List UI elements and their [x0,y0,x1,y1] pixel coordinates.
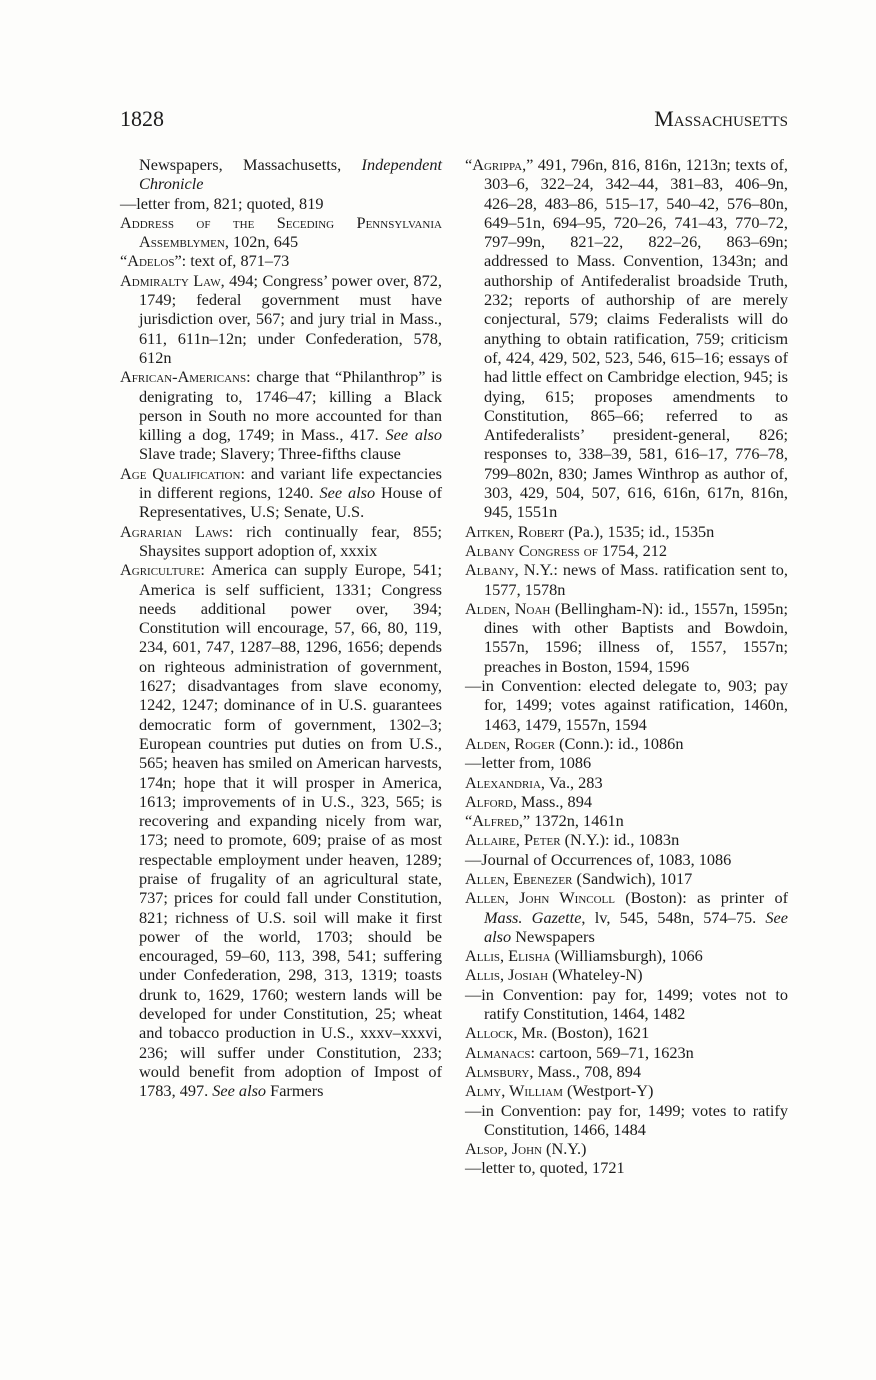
entry-text: , Mass., 708, 894 [529,1061,642,1081]
entry-heading: Allaire, Peter [465,830,561,850]
entry-text: , Mass., 894 [512,791,592,811]
running-head: Massachusetts [654,106,788,131]
entry-text: (Boston), 1621 [547,1023,650,1043]
index-entry [465,753,788,772]
index-entry [465,773,788,792]
index-entry [120,271,442,367]
index-entry [120,213,442,252]
entry-heading: Admiralty Law [120,270,221,290]
entry-heading: African-Americans [120,367,247,387]
entry-heading: Alsop, John [465,1139,542,1159]
entry-text: —in Convention: elected delegate to, 903; pay for, 1499; votes against ratification, 1460n, 1463, 1479, 1557n, 1594 [465,676,788,734]
index-entry [465,888,788,946]
entry-text: (Bellingham-N): id., 1557n, 1595n; dines with other Baptists and Bowdoin, 1557n, 1596; illness of, 1557, 1557n; preaches in Boston, 1594, 1596 [484,598,788,676]
entry-text: , 494; Congress’ power over, 872, 1749; federal government must have jurisdiction over, 567; and jury trial in Mass., 611, 611n–12n; under Confederation, 578, 612n [139,270,442,367]
entry-text: , 102n, 645 [224,232,299,252]
entry-text: (Boston): as printer of [615,888,789,908]
index-entry [120,251,442,270]
index-entry [465,811,788,830]
entry-heading: Alford [465,791,513,811]
index-entry [465,599,788,676]
index-entry [465,869,788,888]
index-entry [465,1139,788,1158]
entry-heading: Address of the Seceding Pennsylvania Assemblymen [120,212,442,252]
entry-heading: Agrarian Laws [120,521,229,541]
index-entry [465,850,788,869]
entry-text: See also [212,1081,267,1101]
entry-heading: Allis, Josiah [465,965,549,985]
index-entry [120,560,442,1100]
index-entry [465,1101,788,1140]
entry-heading: Allock, Mr. [465,1023,548,1043]
entry-text: —letter from, 1086 [465,753,592,773]
index-entry [465,155,788,522]
index-entry [465,1081,788,1100]
entry-text: (Conn.): id., 1086n [555,733,684,753]
entry-text: “ [465,155,473,174]
entry-text: —in Convention: pay for, 1499; votes not to ratify Constitution, 1464, 1482 [465,984,788,1024]
entry-heading: Adelos [127,251,175,271]
entry-text: House of Representatives, U.S; Senate, U.S. [139,483,442,522]
entry-heading: Allen, Ebenezer [465,868,573,888]
entry-heading: Alden, Roger [465,733,556,753]
entry-text: ,” 1372n, 1461n [518,811,624,831]
entry-text: See also [319,483,376,503]
entry-text: Independent Chronicle [139,155,442,194]
index-entry [465,1043,788,1062]
entry-text: : cartoon, 569–71, 1623n [530,1042,694,1062]
entry-text: ”: text of, 871–73 [174,251,290,271]
index-entry [465,541,788,560]
entry-text: Newspapers, Massachusetts, [139,155,362,174]
entry-text: (N.Y.) [541,1139,587,1159]
entry-text: : charge that “Philanthrop” is denigrating to, 1746–47; killing a Black person in South no more accounted for than killing a dog, 1749; in Mass., 417. [139,367,442,445]
index-entry [120,522,442,561]
index-entry [465,522,788,541]
index-entry [120,367,442,463]
entry-text: (Pa.), 1535; id., 1535n [564,521,715,541]
entry-text: —Journal of Occurrences of, 1083, 1086 [465,849,732,869]
entry-text: , Va., 283 [540,772,603,792]
entry-heading: Alden, Noah [465,598,551,618]
index-entry [120,194,442,213]
entry-heading: Alexandria [465,772,541,792]
entry-text: See also [484,907,788,946]
entry-text: : America can supply Europe, 541; America is self sufficient, 1331; Congress needs additional power over, 394; Constitution will encourage, 57, 66, 80, 119, 234, 601, 747, 1287–88, 1296, 1656; depends on righteous administration of government, 1627; disadvantages from slave economy, 1242, 1247; dominance of in U.S. guarantees democratic form of government, 1302–3; European countries put duties on from U.S., 565; heaven has smiled on American harvests, 174n; hope that it will prosper in America, 1613; improvements of in U.S., 323, 565; is recovering and expanding nicely from war, 173; need to promote, 609; praise of as most respectable employment under heaven, 1289; praise of frugality of an agricultural state, 737; prices for could fall under Constitution, 821; richness of U.S. soil will make it first power of the world, 1703; should be encouraged, 59–60, 113, 398, 541; suffering under Confederation, 298, 313, 1319; toasts drunk to, 1629, 1760; western lands will be developed for under Constitution, 25; wheat and tobacco production in U.S., xxxv–xxxvi, 236; will suffer under Constitution, 233; would benefit from adoption of Impost of 1783, 497. [139,560,442,1101]
entry-heading: Agriculture [120,560,201,580]
entry-heading: Age Qualification [120,463,241,483]
page-header [120,106,788,136]
entry-text: Newspapers [511,926,595,946]
entry-text: : rich continually fear, 855; Shaysites support adoption of, xxxix [139,521,443,560]
entry-text: “ [120,251,128,271]
entry-text: Slave trade; Slavery; Three-fifths clause [139,444,401,464]
index-entry [120,464,442,522]
entry-text: —in Convention: pay for, 1499; votes to ratify Constitution, 1466, 1484 [465,1100,788,1139]
entry-heading: Allen, John Wincoll [465,888,615,908]
entry-text: (Williamsburgh), 1066 [550,946,703,966]
index-entry [465,1023,788,1042]
entry-text: —letter to, quoted, 1721 [465,1158,625,1178]
index-entry [465,1158,788,1177]
index-entry [465,792,788,811]
entry-heading: Agrippa [472,155,523,174]
index-entry [465,946,788,965]
entry-heading: Albany [465,560,515,580]
entry-heading: Albany Congress of 1754 [465,540,635,560]
entry-text: (Whateley-N) [548,965,643,985]
entry-heading: Alfred [472,811,519,831]
index-entry [465,830,788,849]
index-entry [465,1062,788,1081]
entry-text: (Sandwich), 1017 [572,868,693,888]
entry-text: , 212 [634,540,668,560]
index-entry [120,155,442,194]
entry-heading: Almy, William [465,1081,563,1101]
entry-text: Mass. Gazette [484,907,582,927]
entry-text: Farmers [266,1081,324,1101]
index-column-right [465,155,788,1178]
entry-heading: Allis, Elisha [465,946,551,966]
index-entry [465,734,788,753]
index-entry [465,965,788,984]
entry-heading: Almsbury [465,1061,530,1081]
entry-text: “ [465,811,473,831]
entry-text: , N.Y.: news of Mass. ratification sent to, 1577, 1578n [484,560,788,599]
entry-text: , lv, 545, 548n, 574–75. [581,907,766,927]
index-entry [465,560,788,599]
page-number: 1828 [120,106,164,131]
entry-text: (Westport-Y) [562,1081,654,1101]
entry-text: —letter from, 821; quoted, 819 [120,193,324,213]
index-column-left [120,155,442,1101]
entry-text: : and variant life expectancies in different regions, 1240. [139,463,442,503]
index-entry [465,985,788,1024]
entry-heading: Almanacs [465,1042,531,1062]
entry-heading: Aitken, Robert [465,521,565,541]
index-entry [465,676,788,734]
entry-text: ,” 491, 796n, 816, 816n, 1213n; texts of, 303–6, 322–24, 342–44, 381–83, 406–9n, 426–28, 483–86, 515–17, 540–42, 576–80n, 649–51n, 694–95, 720–26, 741–43, 770–72, 797–99n, 821–22, 822–26, 863–69n; addressed to Mass. Convention, 1343n; and authorship of Antifederalist broadside Truth, 232; reports of authorship of are merely conjectural, 579; claims Federalists will do anything to obtain ratification, 759; criticism of, 424, 429, 502, 523, 546, 615–16; essays of had little effect on Cambridge election, 945; is dying, 615; proposes amendments to Constitution, 865–66; referred to as Antifederalists’ president-general, 826; responses to, 338–39, 581, 616–17, 776–78, 799–802n, 830; James Winthrop as author of, 303, 429, 504, 507, 616, 616n, 617n, 816n, 945, 1551n [484,155,788,522]
entry-text: (N.Y.): id., 1083n [560,830,680,850]
entry-text: See also [385,425,443,445]
